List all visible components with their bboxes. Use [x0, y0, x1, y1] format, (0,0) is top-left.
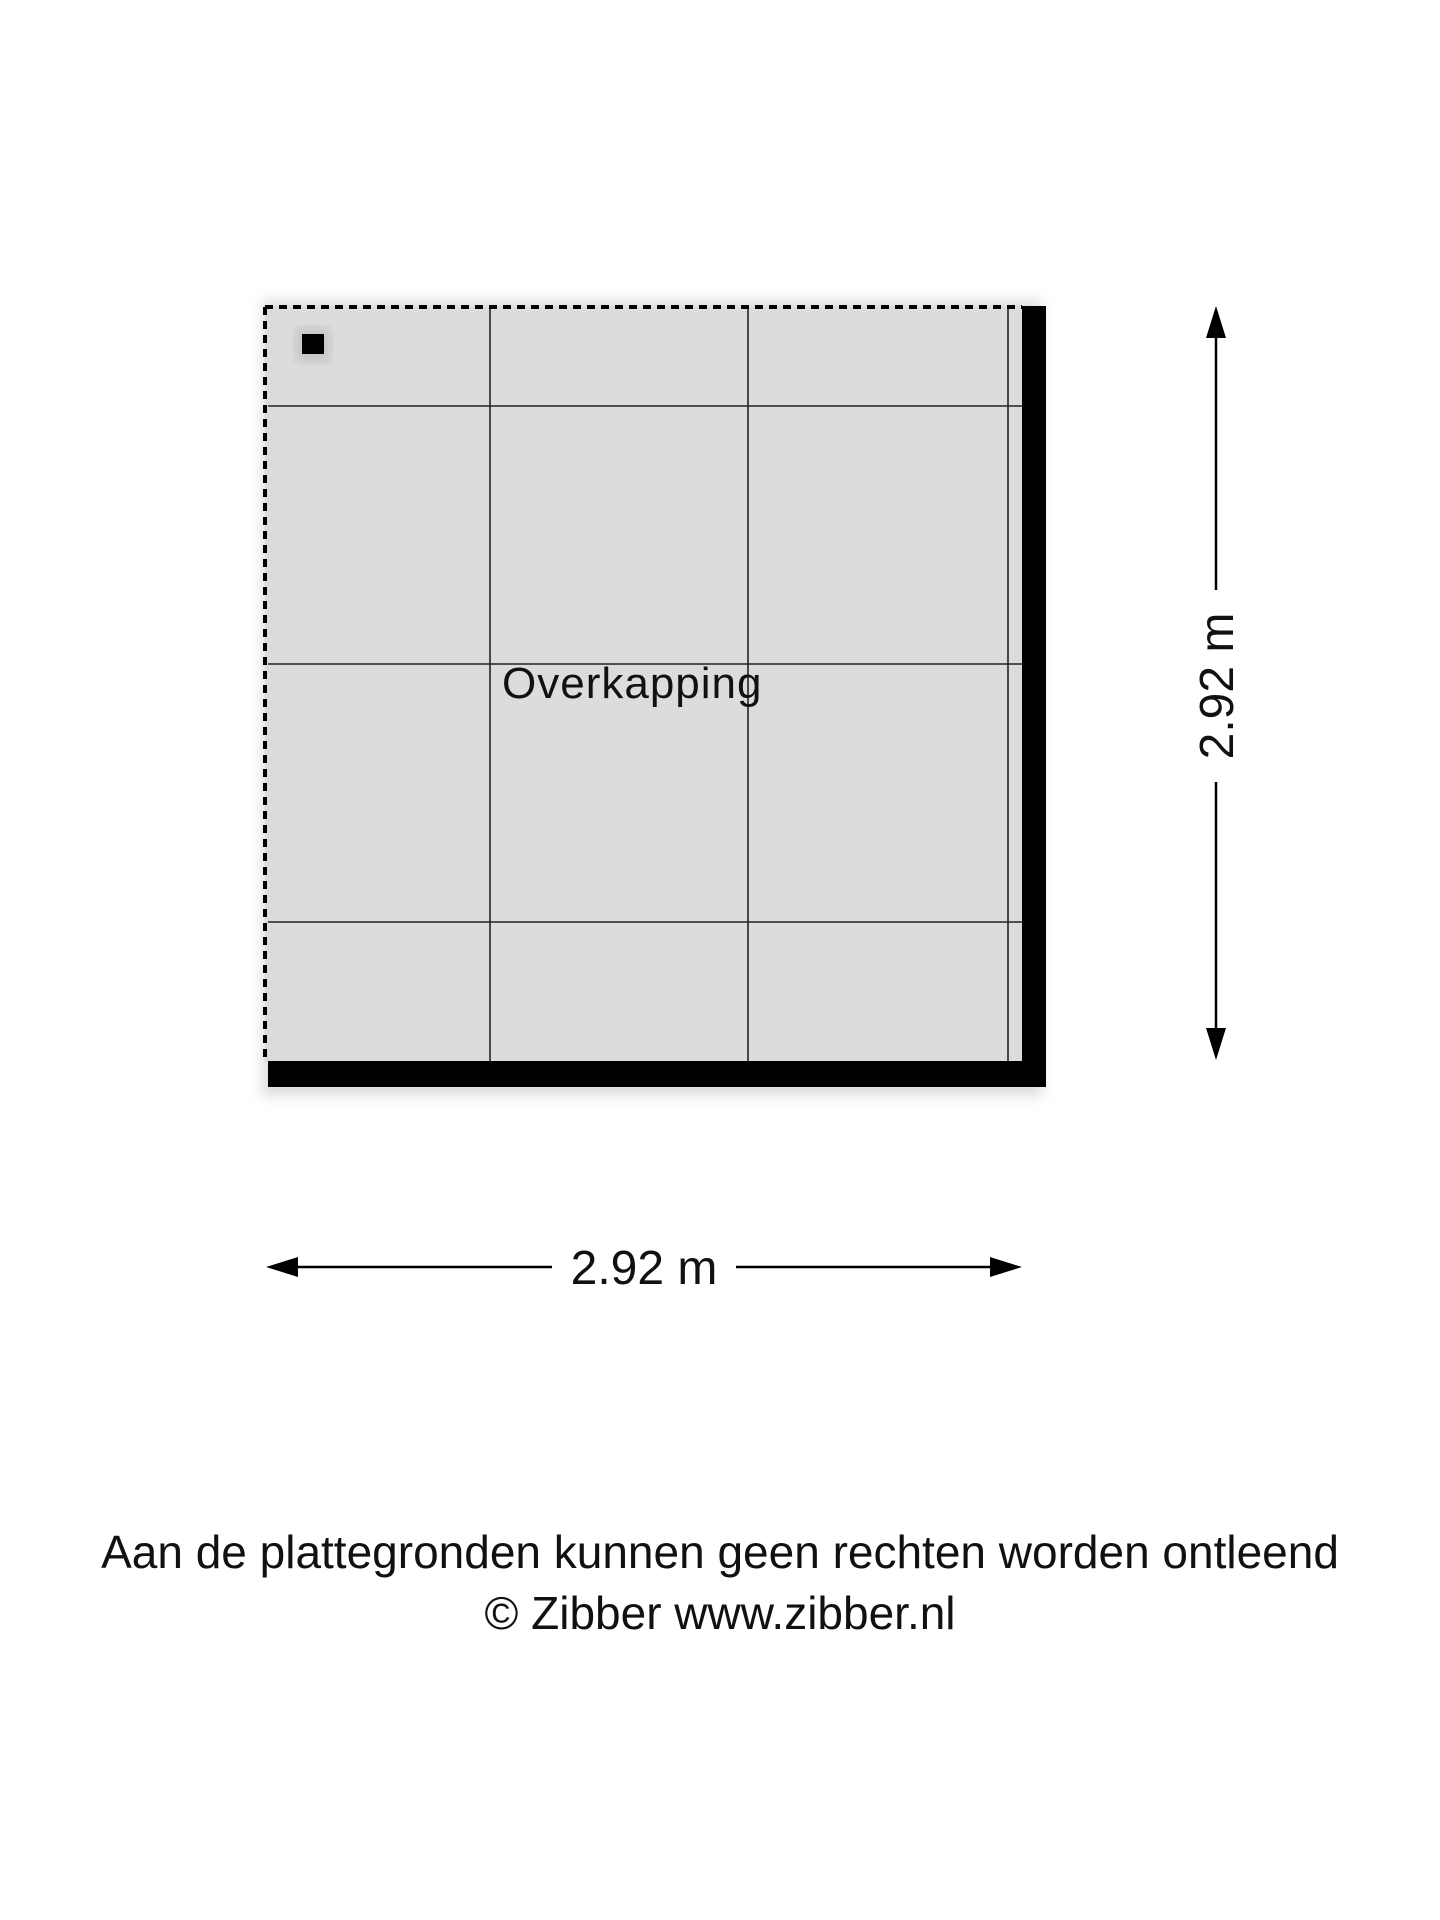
width-dimension-label: 2.92 m — [570, 1242, 718, 1295]
wall-right — [1022, 306, 1046, 1087]
arrow-left-icon — [266, 1257, 298, 1277]
width-dimension — [266, 1242, 1022, 1295]
room-label: Overkapping — [502, 659, 763, 708]
post — [302, 334, 324, 354]
arrow-down-icon — [1206, 1028, 1226, 1060]
arrow-right-icon — [990, 1257, 1022, 1277]
height-dimension-label: 2.92 m — [1191, 612, 1244, 760]
wall-bottom — [268, 1061, 1046, 1087]
disclaimer-text: Aan de plattegronden kunnen geen rechten worden ontleend — [101, 1526, 1339, 1578]
arrow-up-icon — [1206, 306, 1226, 338]
copyright-text: © Zibber www.zibber.nl — [484, 1587, 956, 1639]
height-dimension — [1191, 306, 1244, 1060]
